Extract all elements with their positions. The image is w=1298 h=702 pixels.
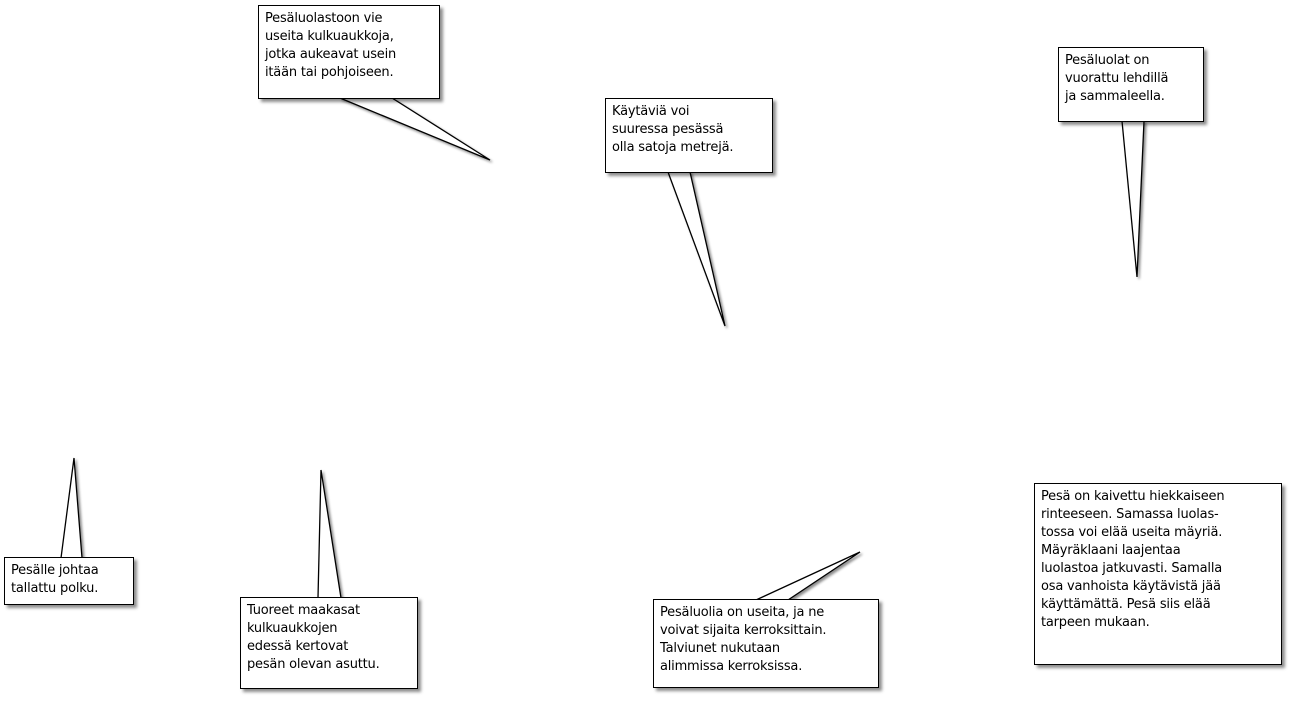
callout-slope: Pesä on kaivettu hiekkaiseen rinteeseen. Samassa luolas- tossa voi elää useita mäyriä. Mäyräklaani laajentaa luolastoa jatkuvasti. Samalla osa vanhoista käytävistä jää käyttämättä. Pesä siis elää tarpeen mukaan. (1034, 483, 1282, 665)
callout-lining: Pesäluolat on vuorattu lehdillä ja sammaleella. (1058, 47, 1204, 122)
pointer-lining (1122, 121, 1144, 277)
callout-layers: Pesäluolia on useita, ja ne voivat sijaita kerroksittain. Talviunet nukutaan alimmissa kerroksissa. (653, 599, 879, 688)
callout-entrances: Pesäluolastoon vie useita kulkuaukkoja, jotka aukeavat usein itään tai pohjoiseen. (258, 5, 440, 99)
pointer-layers (756, 552, 860, 600)
pointer-entrances (340, 98, 490, 160)
pointer-tunnels (668, 172, 725, 326)
callout-path: Pesälle johtaa tallattu polku. (4, 557, 134, 605)
pointer-path (61, 458, 82, 558)
callout-tunnels: Käytäviä voi suuressa pesässä olla satoja metrejä. (605, 98, 773, 173)
callout-soil-heaps: Tuoreet maakasat kulkuaukkojen edessä kertovat pesän olevan asuttu. (240, 597, 418, 689)
pointer-soil-heaps (318, 470, 341, 598)
